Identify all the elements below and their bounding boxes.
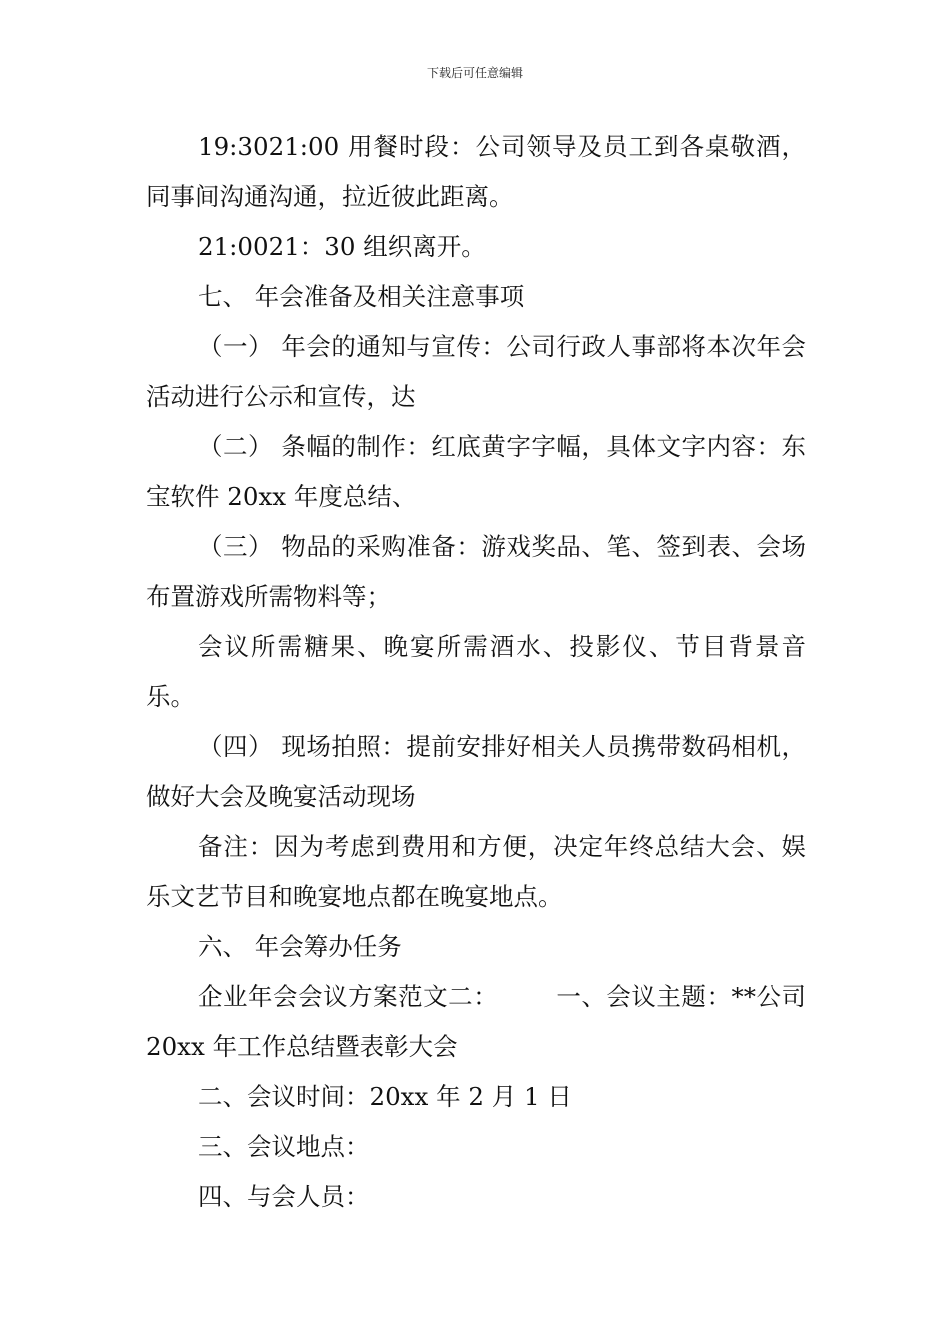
paragraph-meeting-location: 三、会议地点： bbox=[198, 1132, 370, 1161]
paragraph-photography: （四） 现场拍照：提前安排好相关人员携带数码相机，做好大会及晚宴活动现场 bbox=[146, 732, 806, 811]
paragraph-meeting-time: 二、会议时间：20xx 年 2 月 1 日 bbox=[198, 1082, 572, 1111]
paragraph-sample-two-theme: 企业年会会议方案范文二： 一、会议主题：**公司 20xx 年工作总结暨表彰大会 bbox=[146, 982, 814, 1061]
page-header: 下载后可任意编辑 bbox=[426, 66, 523, 80]
paragraph-dining-schedule: 19:3021:00 用餐时段：公司领导及员工到各桌敬酒，同事间沟通沟通，拉近彼此距离。 bbox=[146, 132, 806, 211]
section-heading-preparation: 七、 年会准备及相关注意事项 bbox=[198, 282, 525, 311]
paragraph-remark: 备注：因为考虑到费用和方便，决定年终总结大会、娱乐文艺节目和晚宴地点都在晚宴地点。 bbox=[146, 832, 806, 911]
paragraph-procurement: （三） 物品的采购准备：游戏奖品、笔、签到表、会场布置游戏所需物料等； bbox=[146, 532, 806, 611]
section-heading-tasks: 六、 年会筹办任务 bbox=[198, 932, 402, 961]
paragraph-departure: 21:0021：30 组织离开。 bbox=[198, 232, 486, 261]
paragraph-supplies: 会议所需糖果、晚宴所需酒水、投影仪、节目背景音乐。 bbox=[146, 632, 806, 711]
paragraph-attendees: 四、与会人员： bbox=[198, 1182, 370, 1211]
paragraph-notice-publicity: （一） 年会的通知与宣传：公司行政人事部将本次年会活动进行公示和宣传，达 bbox=[146, 332, 806, 411]
document-body bbox=[146, 122, 814, 1222]
paragraph-banner-making: （二） 条幅的制作：红底黄字字幅，具体文字内容：东宝软件 20xx 年度总结、 bbox=[146, 432, 806, 511]
